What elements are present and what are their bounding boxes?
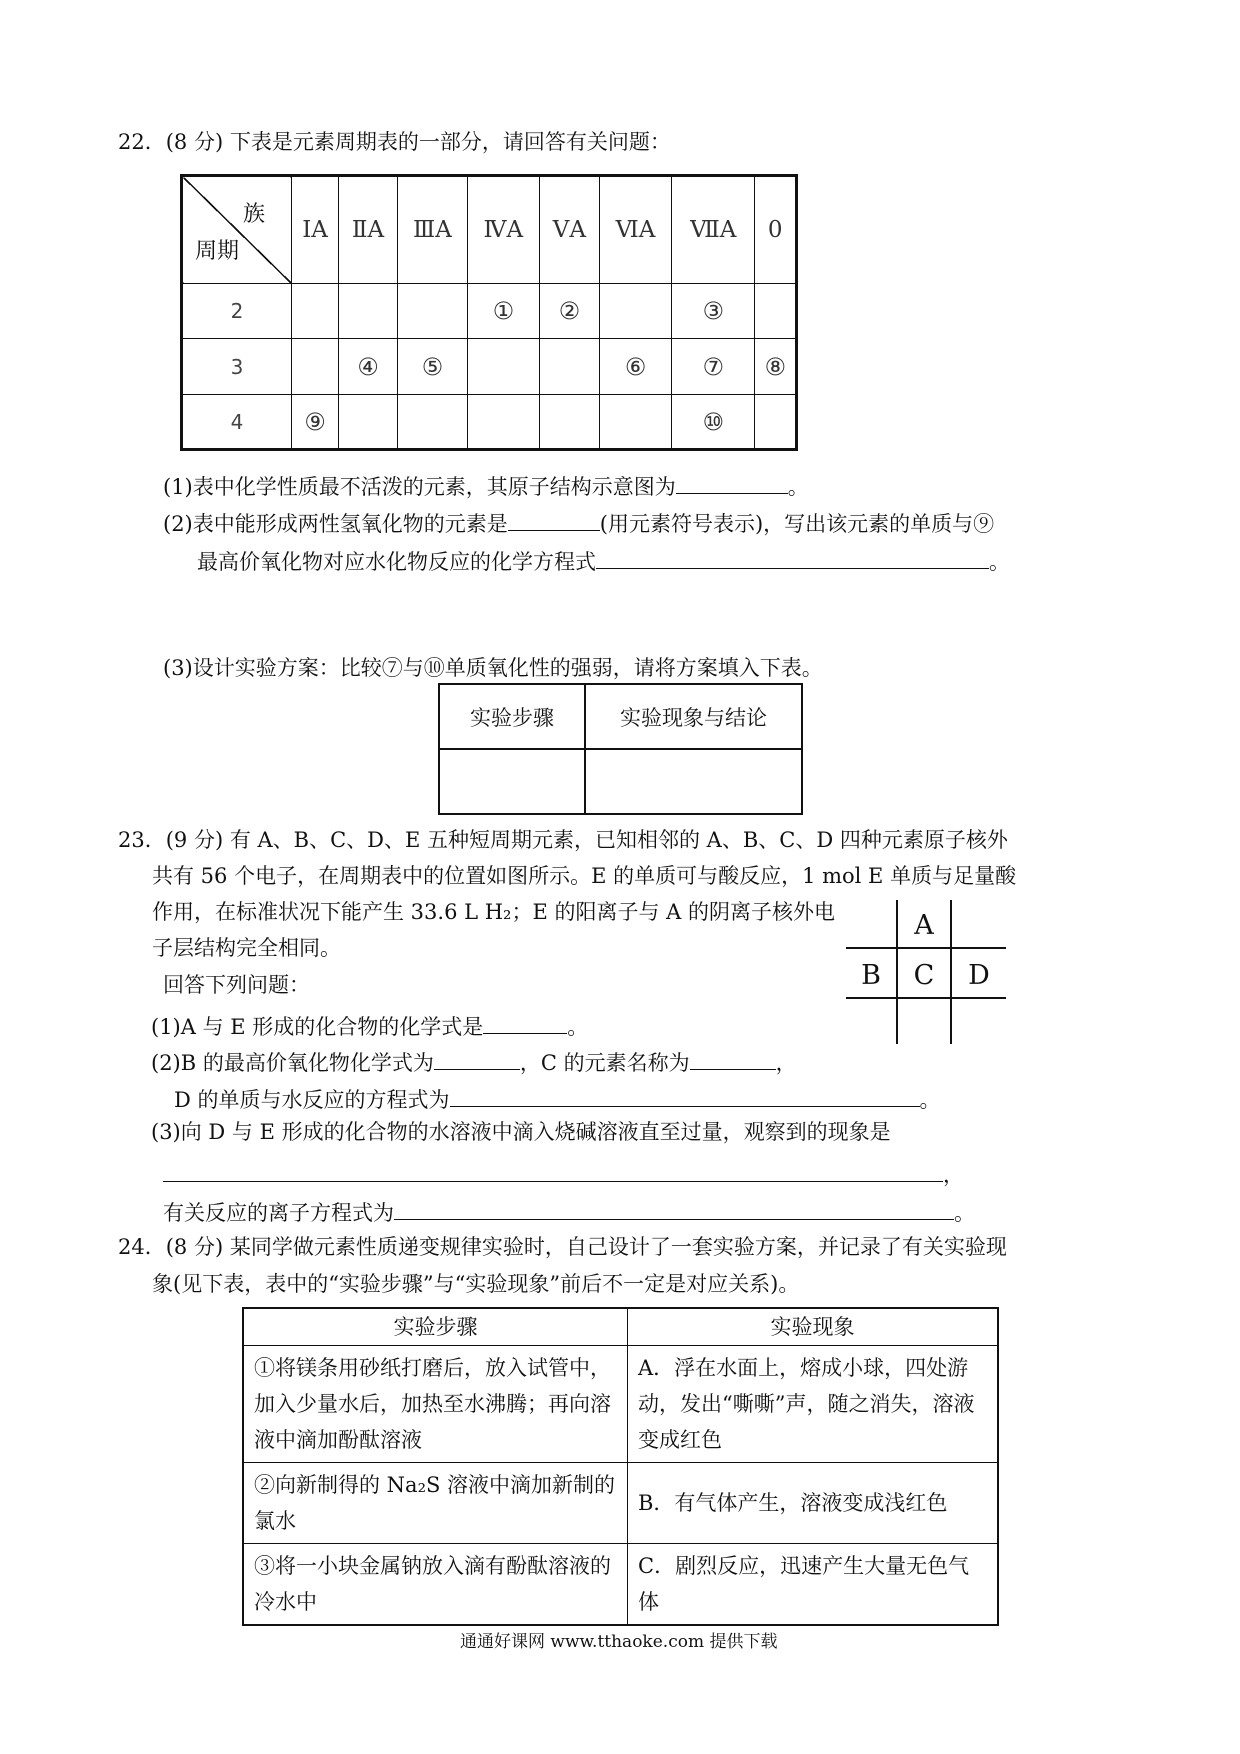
element-cell: ⑥ [600, 339, 672, 395]
q23-part1-text: (1)A 与 E 形成的化合物的化学式是 [151, 1015, 484, 1039]
exp-phenomenon-cell: C．剧烈反应，迅速产生大量无色气体 [628, 1544, 999, 1626]
q22-part1 [163, 472, 809, 498]
group-header: ⅢA [397, 176, 467, 284]
element-cell: ⑨ [292, 395, 339, 450]
q22-part2-end: 。 [989, 550, 1010, 574]
grid-line [896, 900, 898, 1044]
q22-part2 [163, 509, 994, 535]
answer-blank[interactable] [483, 1012, 567, 1034]
q23-part2-end: 。 [919, 1088, 941, 1112]
experiment-table [242, 1307, 999, 1626]
diagram-label-b: B [861, 960, 881, 991]
q23-part3-comma: ， [943, 1163, 964, 1187]
group-header: ⅡA [339, 176, 398, 284]
element-cell [397, 395, 467, 450]
q23-part3-line2 [163, 1160, 964, 1186]
table-row [243, 1463, 998, 1544]
answer-blank[interactable] [676, 472, 788, 494]
exp-step-cell: ②向新制得的 Na₂S 溶液中滴加新制的氯水 [243, 1463, 628, 1544]
diagram-label-d: D [968, 960, 990, 991]
table-row [243, 1544, 998, 1626]
q23-part3-line3-text: 有关反应的离子方程式为 [163, 1201, 394, 1225]
element-cell [468, 339, 540, 395]
group-header: ⅦA [671, 176, 754, 284]
diagram-label-a: A [914, 910, 934, 941]
q22-part2-text-b: (用元素符号表示)，写出该元素的单质与⑨ [599, 512, 995, 536]
q22-part3: (3)设计实验方案：比较⑦与⑩单质氧化性的强弱，请将方案填入下表。 [163, 656, 823, 680]
element-cell [539, 395, 599, 450]
answer-blank[interactable] [163, 1160, 943, 1182]
element-cell: ⑧ [755, 339, 797, 395]
table-corner-cell [182, 176, 292, 284]
plan-header-steps: 实验步骤 [439, 684, 585, 749]
exp-step-cell: ③将一小块金属钠放入滴有酚酞溶液的冷水中 [243, 1544, 628, 1626]
grid-line [846, 997, 1006, 999]
element-cell [755, 395, 797, 450]
q23-part2-text-a: (2)B 的最高价氧化物化学式为 [151, 1051, 434, 1075]
answer-blank[interactable] [394, 1198, 954, 1220]
answer-blank[interactable] [508, 509, 600, 531]
q22-part2-line2 [197, 547, 1010, 573]
element-cell [292, 284, 339, 339]
period-label: 4 [182, 395, 292, 450]
period-label: 2 [182, 284, 292, 339]
q23-part1 [151, 1012, 588, 1038]
q22-part2-text-a: (2)表中能形成两性氢氧化物的元素是 [163, 512, 508, 536]
element-cell [339, 284, 398, 339]
group-header: ⅥA [600, 176, 672, 284]
answer-blank[interactable] [596, 547, 989, 569]
element-cell: ① [468, 284, 540, 339]
plan-answer-cell[interactable] [439, 749, 585, 814]
exp-phenomenon-cell: A．浮在水面上，熔成小球，四处游动，发出“嘶嘶”声，随之消失，溶液变成红色 [628, 1346, 999, 1463]
q23-part3-line3 [163, 1198, 975, 1224]
group-header: ⅠA [292, 176, 339, 284]
element-cell [600, 284, 672, 339]
q24-line2: 象(见下表，表中的“实验步骤”与“实验现象”前后不一定是对应关系)。 [152, 1272, 800, 1296]
exp-step-cell: ①将镁条用砂纸打磨后，放入试管中，加入少量水后，加热至水沸腾；再向溶液中滴加酚酞溶液 [243, 1346, 628, 1463]
element-cell [755, 284, 797, 339]
period-label: 3 [182, 339, 292, 395]
q23-line1: 23．(9 分) 有 A、B、C、D、E 五种短周期元素，已知相邻的 A、B、C、D 四种元素原子核外 [118, 828, 1008, 852]
q24-line1: 24．(8 分) 某同学做元素性质递变规律实验时，自己设计了一套实验方案，并记录了有关实验现 [118, 1235, 1007, 1259]
group-header: ⅤA [539, 176, 599, 284]
grid-line [846, 947, 1006, 949]
answer-blank[interactable] [690, 1048, 776, 1070]
element-cell [539, 339, 599, 395]
element-cell: ⑤ [397, 339, 467, 395]
q23-part1-end: 。 [567, 1015, 589, 1039]
exp-phenomenon-cell: B．有气体产生，溶液变成浅红色 [628, 1463, 999, 1544]
q23-line4: 子层结构完全相同。 [152, 936, 341, 960]
plan-header-results: 实验现象与结论 [585, 684, 802, 749]
q22-part2-line2-text: 最高价氧化物对应水化物反应的化学方程式 [197, 550, 596, 574]
experiment-plan-table [438, 683, 803, 815]
element-cell: ③ [671, 284, 754, 339]
corner-period-label: 周期 [195, 239, 240, 264]
table-row [243, 1346, 998, 1463]
table-row [182, 284, 797, 339]
element-position-diagram [846, 900, 1006, 1044]
table-row [182, 339, 797, 395]
element-cell: ② [539, 284, 599, 339]
q23-line2: 共有 56 个电子，在周期表中的位置如图所示。E 的单质可与酸反应，1 mol E 单质与足量酸 [152, 864, 1017, 888]
answer-blank[interactable] [450, 1085, 920, 1107]
element-cell: ⑩ [671, 395, 754, 450]
q23-part3: (3)向 D 与 E 形成的化合物的水溶液中滴入烧碱溶液直至过量，观察到的现象是 [151, 1120, 891, 1144]
element-cell [468, 395, 540, 450]
q23-part2-text-c: ， [775, 1051, 797, 1075]
q22-part1-end: 。 [787, 475, 809, 499]
group-header: 0 [755, 176, 797, 284]
element-cell [397, 284, 467, 339]
plan-answer-cell[interactable] [585, 749, 802, 814]
element-cell [339, 395, 398, 450]
q23-part2-text-b: ，C 的元素名称为 [519, 1051, 690, 1075]
element-cell: ⑦ [671, 339, 754, 395]
q23-line3: 作用，在标准状况下能产生 33.6 L H₂；E 的阳离子与 A 的阴离子核外电 [152, 900, 835, 924]
grid-line [950, 900, 952, 1044]
q22-stem: 22．(8 分) 下表是元素周期表的一部分，请回答有关问题： [118, 130, 671, 154]
q23-part3-end: 。 [954, 1201, 975, 1225]
exp-header-phenomena: 实验现象 [628, 1308, 999, 1346]
periodic-table [180, 174, 798, 451]
page-footer: 通通好课网 www.tthaoke.com 提供下载 [460, 1632, 778, 1652]
q22-part1-text: (1)表中化学性质最不活泼的元素，其原子结构示意图为 [163, 475, 676, 499]
q23-part2-line2 [174, 1085, 941, 1111]
group-header: ⅣA [468, 176, 540, 284]
table-row [182, 395, 797, 450]
corner-group-label: 族 [242, 202, 265, 227]
q23-part2 [151, 1048, 797, 1074]
element-cell [600, 395, 672, 450]
q23-part2-line2-text: D 的单质与水反应的方程式为 [174, 1088, 450, 1112]
q23-line5: 回答下列问题： [163, 973, 310, 997]
exp-header-steps: 实验步骤 [243, 1308, 628, 1346]
answer-blank[interactable] [434, 1048, 520, 1070]
diagram-label-c: C [913, 960, 935, 991]
element-cell [292, 339, 339, 395]
element-cell: ④ [339, 339, 398, 395]
